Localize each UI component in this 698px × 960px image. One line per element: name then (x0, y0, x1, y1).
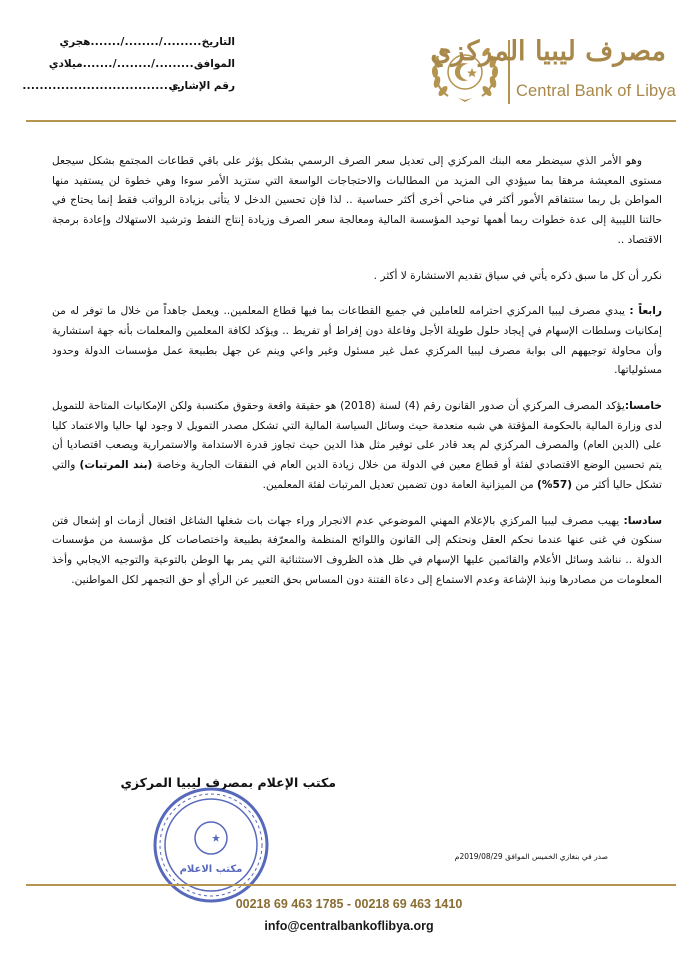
stamp-label: مكتب الاعلام (179, 864, 243, 875)
document-meta (22, 36, 235, 102)
footer-divider (26, 884, 676, 886)
paragraph-sixth-lead: سادسا: (623, 514, 662, 527)
date-dots: ......./......../......... (90, 36, 202, 48)
paragraph-2: نكرر أن كل ما سبق ذكره يأتي في سياق تقديم الاستشارة لا أكثر . (373, 269, 662, 282)
paragraph-fifth-text-a: يؤكد المصرف المركزي أن صدور القانون رقم (4) لسنة (2018) هو حقيقة واقعة وحقوق مكتسبة ولكن الإمكانيات المتاحة للتمويل لدى وزارة المالية بالحكومة المؤقتة هي شبه منعدمة حيث وسائل السياسة المالية التي تشكل مصدر التمويل لا وجود لها حاليا والاعتماد كليا على (الدين العام) والمصرف المركزي لم يعد قادر على توفير مثل هذا الدين حيث تجاوز قدرة الاستدامة والاستمرارية ويصعب اقتصاديا أن يتم تحسين الوضع الاقتصادي لفئة أو قطاع معين في الدولة من خلال زيادة الدين العام في النفقات الجارية وخاصة (52, 400, 662, 472)
corresponding-suffix: ميلادي (48, 58, 83, 70)
paragraph-fifth-text-c: من الميزانية العامة دون تضمين تعديل المرتبات لفئة المعلمين. (262, 478, 537, 491)
header-divider (26, 120, 676, 122)
footer (0, 893, 698, 937)
office-stamp-icon (152, 786, 270, 904)
paragraph-1: وهو الأمر الذي سيضطر معه البنك المركزي إلى تعديل سعر الصرف الرسمي بشكل يؤثر على باقي قطاعات المجتمع بشكل سيجعل مستوى المعيشة مرهقا بما سيؤدي الى المزيد من المطالبات والاحتجاجات الواسعة التي ستزيد الأمر سوءا وهي خطوة لن يستفيد منها المواطن بل ربما ستتفاقم الأمور أكثر في مناحي أخرى أكثر حساسية .. لذا فإن تحسين الدخل لا يتأتى بزيادة الرواتب فقط إنما يحتاج في حالتنا الليبية إلى عدة خطوات ربما أهمها توحيد المؤسسة المالية ومعالجة سعر الصرف وزيادة إنتاج النفط وترشيد الاستهلاك وإعادة برمجة الاقتصاد .. (52, 155, 662, 246)
corresponding-dots: ......./......../......... (82, 58, 194, 70)
paragraph-sixth-text: يهيب مصرف ليبيا المركزي بالإعلام المهني الموضوعي عدم الانجرار وراء جهات بات شغلها الشاغل افتعال أزمات او إشعال فتن سنكون في غنى عنها عندما نحكم العقل ونحتكم إلى القانون واللوائح المنظمة والمعرّفة بطبيعة واختصاصات كل مؤسسة من مؤسسات الدولة .. نناشد وسائل الأعلام والقائمين عليها الإسهام في ظل هذه الظروف الاستثنائية التي يمر بها الوطن بالتوعية والتوجيه الايجابي وأخذ المعلومات من مصادرها ونبذ الإشاعة وعدم الاستماع إلى دعاة الفتنة دون المساس بحق التعبير عن الرأي أو حق التجمهر لكل المواطنين. (52, 514, 662, 586)
paragraph-fifth-text-b: والتي تشكل حاليا أكثر من (52, 459, 662, 491)
phone-numbers: 00218 69 463 1785 - 00218 69 463 1410 (235, 897, 463, 911)
bank-name-arabic: مصرف ليبيا المركزي (430, 36, 666, 67)
paragraph-fifth-bold: (بند المرتبات) (79, 459, 153, 472)
email-address: info@centralbankoflibya.org (264, 919, 434, 933)
signature-line: مكتب الإعلام بمصرف ليبيا المركزي (120, 775, 336, 790)
letterhead (0, 0, 698, 125)
paragraph-fourth-lead: رابعاً : (629, 305, 663, 318)
paragraph-fourth (52, 302, 662, 381)
paragraph-fifth (52, 397, 662, 496)
corresponding-row (48, 58, 235, 80)
bank-name-english: Central Bank of Libya (516, 82, 676, 100)
paragraph-fifth-lead: خامسا: (624, 400, 662, 413)
date-suffix: هجري (59, 36, 91, 48)
letter-body (52, 152, 662, 606)
paragraph-fourth-text: يبدي مصرف ليبيا المركزي احترامه للعاملين في جميع القطاعات بما فيها قطاع المعلمين.. ويعمل جاهداً من خلال ما توفر له من إمكانيات وسلطات الإسهام في إيجاد حلول طويلة الأجل وفاعلة دون إفراط أو تفريط .. ويؤكد لكافة المعلمين والمعلمات بأنه جهة استشارية وأن محاولة توجيههم الى بوابة مصرف ليبيا المركزي عمل غير مسئول وغير واعي وينم عن جهل بطبيعة عمل مؤسسات الدولة وحدود مسئولياتها. (52, 305, 662, 377)
paragraph-fifth-percent: (57%) (536, 478, 573, 491)
reference-row (22, 80, 235, 102)
corresponding-label: الموافق (193, 58, 235, 70)
reference-label: رقم الإشاري (168, 80, 235, 92)
date-row (60, 36, 235, 58)
reference-dots: ..................................... (22, 80, 181, 92)
paragraph-sixth (52, 512, 662, 591)
date-label: التاريخ (201, 36, 235, 48)
issue-date: صدر في بنغازي الخميس الموافق 2019/08/29م (454, 852, 608, 861)
